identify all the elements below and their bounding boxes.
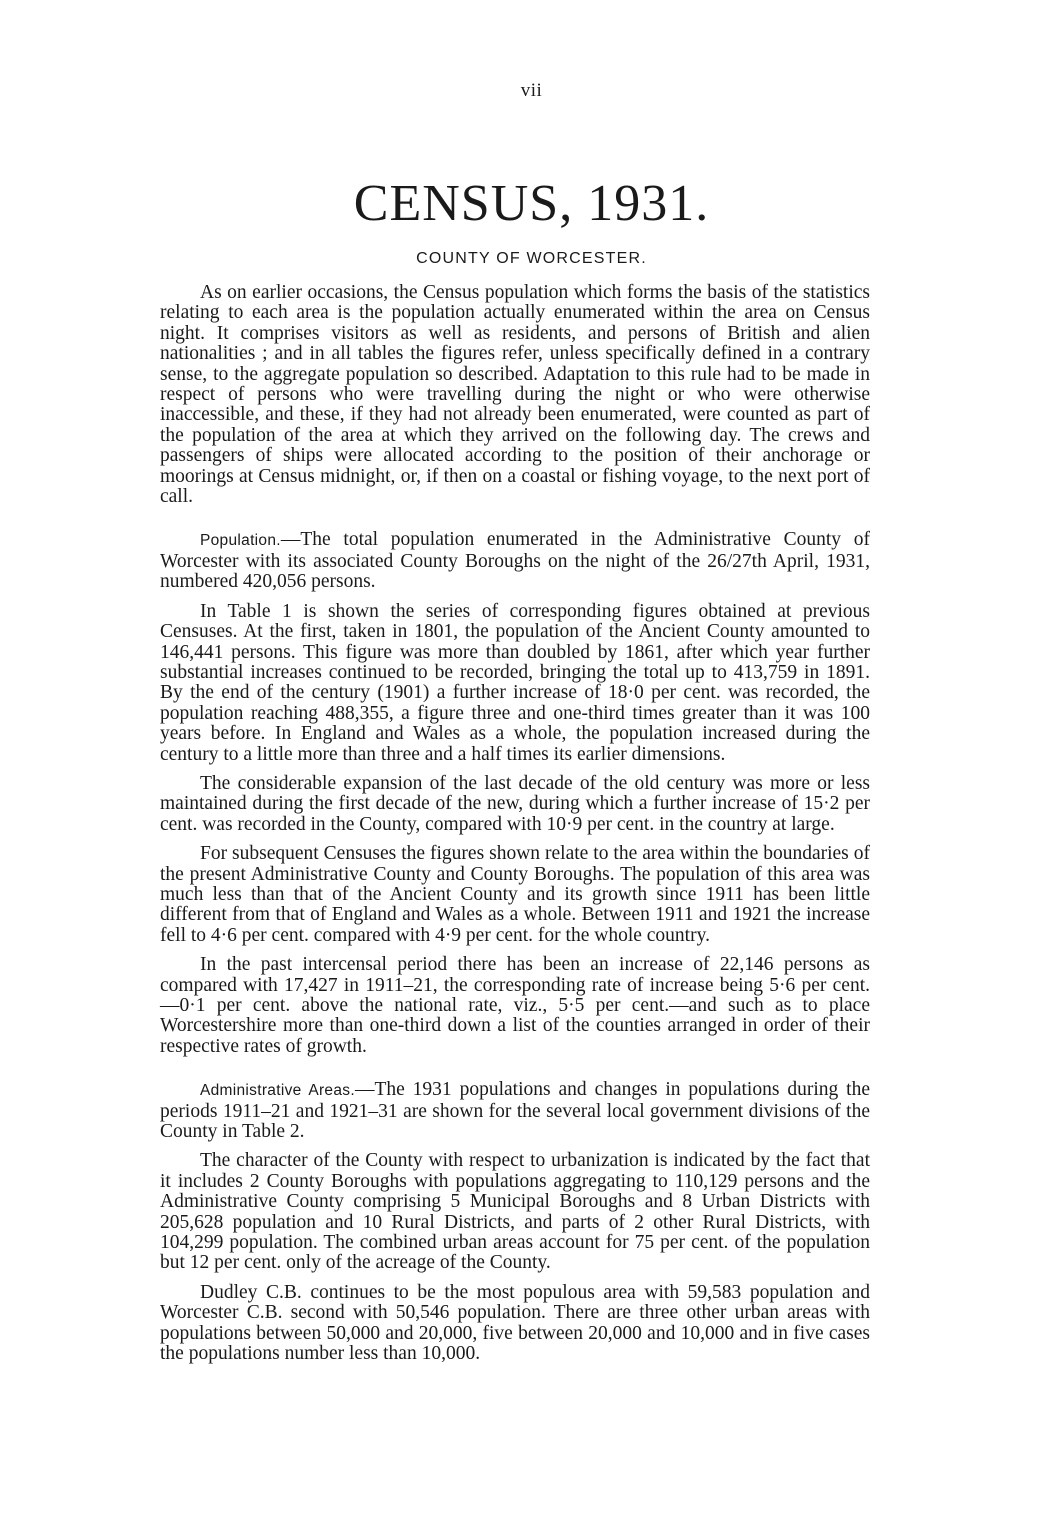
paragraph-intro <box>160 283 870 507</box>
paragraph-expansion <box>160 774 870 835</box>
body-text <box>160 283 870 1374</box>
paragraph-text: In Table 1 is shown the series of corresponding figures obtained at previous Censuses. At the first, taken in 1801, the population of the Ancient County amounted to 146,441 persons. This figure was more than doubled by 1861, after which year further substantial increases continued to be recorded, bringing the total up to 413,759 in 1891. By the end of the century (1901) a further increase of 18·0 per cent. was recorded, the population reaching 488,355, a figure three and one-third times greater than it was 100 years before. In England and Wales as a whole, the population increased during the century to a little more than three and a half times its earlier dimensions. <box>160 600 870 765</box>
page-subtitle: COUNTY OF WORCESTER. <box>416 250 647 267</box>
paragraph-text: The considerable expansion of the last decade of the old century was more or less maintained during the first decade of the new, during which a further increase of 15·2 per cent. was recorded in the County, compared with 10·9 per cent. in the country at large. <box>160 772 870 835</box>
paragraph-administrative-areas <box>160 1080 870 1142</box>
paragraph-text: Dudley C.B. continues to be the most populous area with 59,583 population and Worcester C.B. second with 50,546 population. There are three other urban areas with populations between 50,000 and 20,000, five between 20,000 and 10,000 and in five cases the populations number less than 10,000. <box>160 1281 870 1365</box>
paragraph-text: In the past intercensal period there has been an increase of 22,146 persons as compared with 17,427 in 1911–21, the corresponding rate of increase being 5·6 per cent.—0·1 per cent. above the national rate, viz., 5·5 per cent.—and such as to place Worcestershire more than one-third down a list of the counties arranged in order of their respective rates of growth. <box>160 954 870 1057</box>
page-number: vii <box>520 80 543 101</box>
paragraph-urbanization <box>160 1151 870 1273</box>
paragraph-table-1 <box>160 602 870 765</box>
paragraph-intercensal <box>160 955 870 1057</box>
section-heading-population: Population. <box>200 532 281 550</box>
paragraph-text: The character of the County with respect to urbanization is indicated by the fact that it includes 2 County Boroughs with populations aggregating to 110,129 persons and the Administrative County comprising 5 Municipal Boroughs and 8 Urban Districts with 205,628 population and 10 Rural Districts, and parts of 2 other Rural Districts, with 104,299 population. The combined urban areas account for 75 per cent. of the population but 12 per cent. only of the acreage of the County. <box>160 1150 870 1274</box>
paragraph-text: For subsequent Censuses the figures shown relate to the area within the boundaries of the present Administrative County and County Boroughs. The population of this area was much less than that of the Ancient County and its growth since 1911 has been little different from that of England and Wales as a whole. Between 1911 and 1921 the increase fell to 4·6 per cent. compared with 4·9 per cent. for the whole country. <box>160 843 870 946</box>
page-title: CENSUS, 1931. <box>353 175 710 232</box>
paragraph-text: As on earlier occasions, the Census population which forms the basis of the statistics relating to each area is the population actually enumerated within the area on Census night. It comprises visitors as well as residents, and persons of British and alien nationalities ; and in all tables the figures refer, unless specifically defined in a contrary sense, to the aggregate population so described. Adaptation to this rule had to be made in respect of persons who were travelling during the night or who were otherwise inaccessible, and these, if they had not already been enumerated, were counted as part of the population of the area at which they arrived on the following day. The crews and passengers of ships were allocated according to the position of their anchorage or moorings at Census midnight, or, if then on a coastal or fishing voyage, to the next port of call. <box>160 282 870 508</box>
paragraph-dudley <box>160 1283 870 1365</box>
paragraph-text: —The total population enumerated in the Administrative County of Worcester with its associated County Boroughs on the night of the 26/27th April, 1931, numbered 420,056 persons. <box>160 529 870 593</box>
paragraph-subsequent-censuses <box>160 844 870 946</box>
paragraph-text: —The 1931 populations and changes in populations during the periods 1911–21 and 1921–31 are shown for the several local government divisions of the County in Table 2. <box>160 1079 870 1143</box>
section-heading-administrative-areas: Administrative Areas. <box>200 1082 355 1100</box>
paragraph-population <box>160 530 870 592</box>
